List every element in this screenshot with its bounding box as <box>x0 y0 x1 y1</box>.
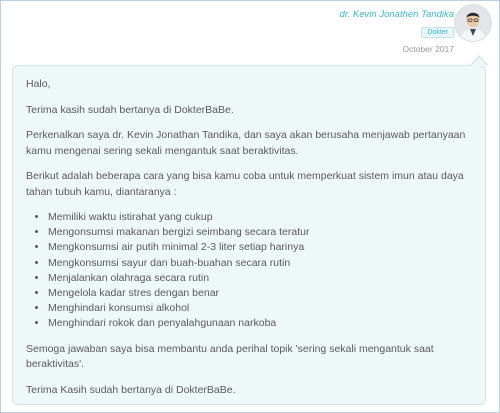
thanks-closing-text: Terima Kasih sudah bertanya di DokterBaBe. <box>26 383 236 396</box>
doctor-badge: Dokter <box>421 27 454 38</box>
thanks-intro-text: Terima kasih sudah bertanya di DokterBaBe. <box>26 103 234 116</box>
greeting-text: Halo, <box>26 78 51 90</box>
list-item: • Menghindari konsumsi alkohol <box>48 301 466 316</box>
list-item: • Mengkonsumsi sayur dan buah-buahan secara rutin <box>48 256 466 271</box>
list-item: • Mengonsumsi makanan bergizi seimbang secara teratur <box>48 225 466 240</box>
answer-content <box>26 77 466 408</box>
list-item: • Menghindari rokok dan penyalahgunaan narkoba <box>48 316 466 331</box>
list-item: • Memiliki waktu istirahat yang cukup <box>48 210 466 225</box>
list-item: • Menjalankan olahraga secara rutin <box>48 271 466 286</box>
answer-date: October 2017 <box>402 44 454 54</box>
doctor-photo-icon <box>455 5 491 41</box>
tips-intro-text: Berikut adalah beberapa cara yang bisa kamu coba untuk memperkuat sistem imun atau daya tahan tubuh kamu, diantaranya : <box>26 170 464 198</box>
tips-list <box>26 210 466 332</box>
bubble-tail-inner <box>471 57 487 66</box>
list-item: • Mengelola kadar stres dengan benar <box>48 286 466 301</box>
doctor-name[interactable]: dr. Kevin Jonathen Tandika <box>339 9 454 20</box>
intro-text: Perkenalkan saya dr. Kevin Jonathan Tandika, dan saya akan berusaha menjawab pertanyaan kamu mengenai sering sekali mengantuk saat beraktivitas. <box>26 129 466 157</box>
list-item: • Mengkonsumsi air putih minimal 2-3 liter setiap harinya <box>48 240 466 255</box>
closing-text: Semoga jawaban saya bisa membantu anda perihal topik 'sering sekali mengantuk saat beraktivitas'. <box>26 342 434 371</box>
doctor-avatar[interactable] <box>454 4 492 42</box>
doctor-header <box>340 9 454 54</box>
